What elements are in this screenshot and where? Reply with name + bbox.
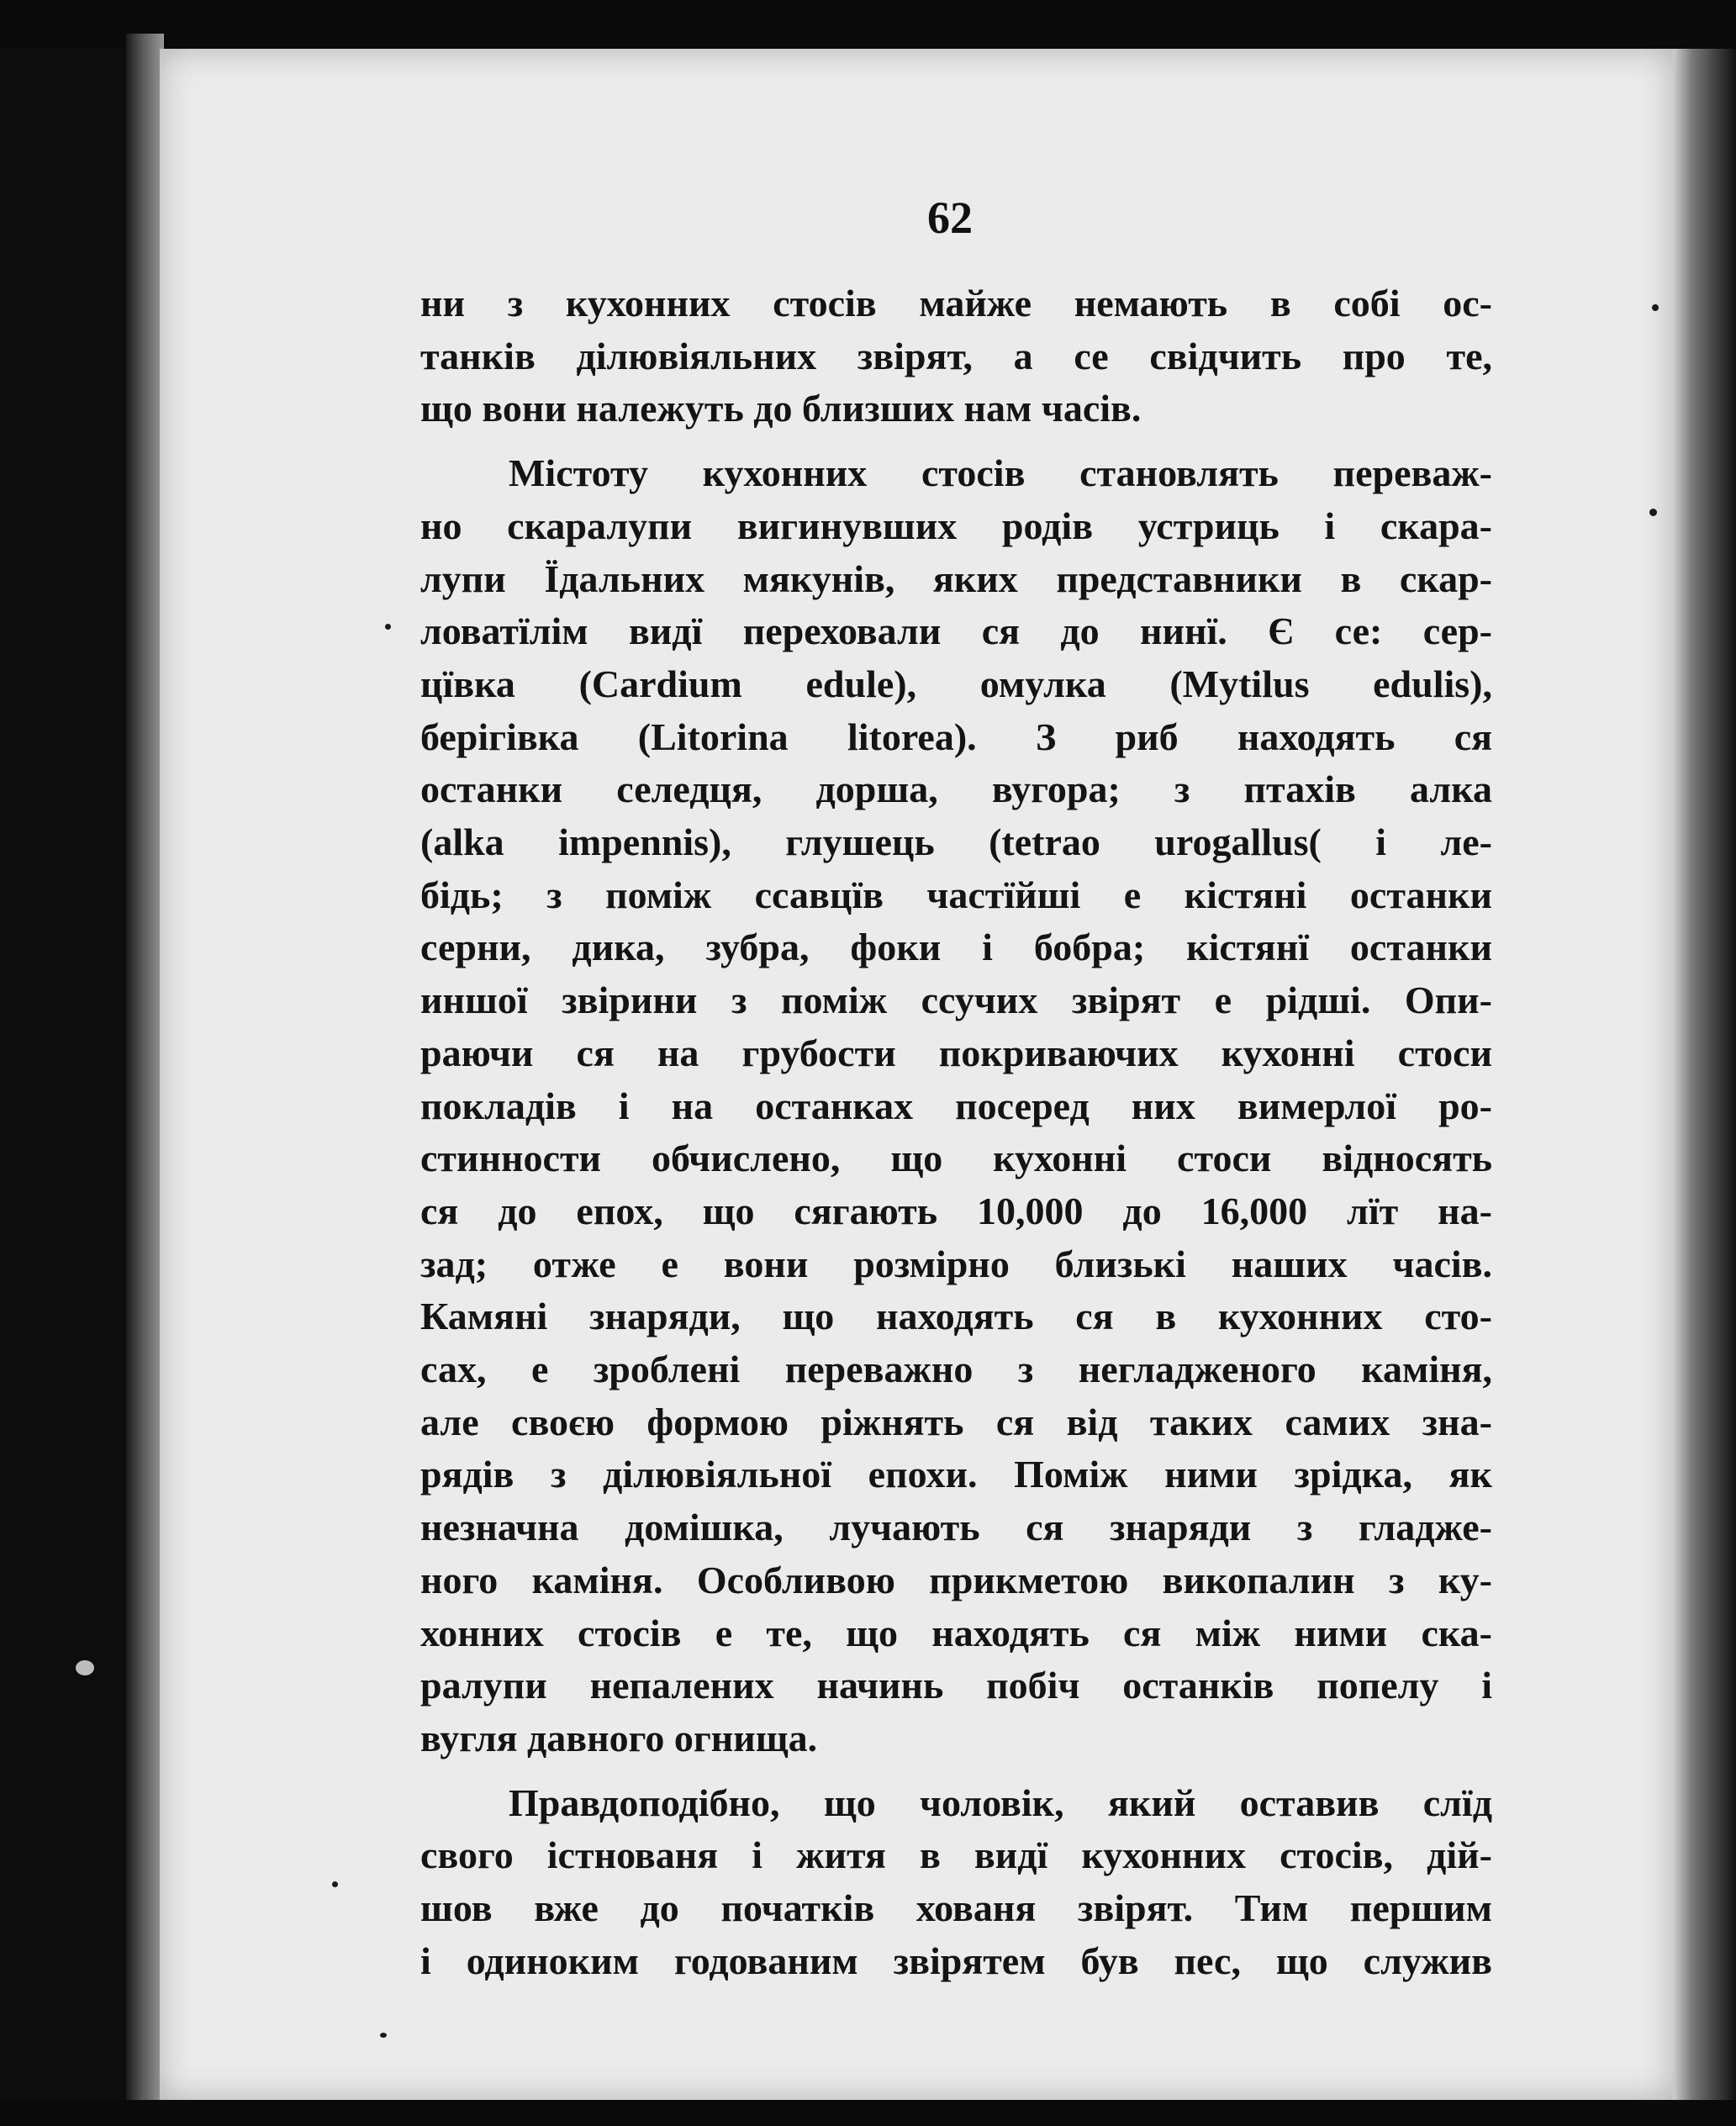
scan-border-top bbox=[0, 0, 1736, 49]
text-line: стинности обчислено, що кухонні стоси відносять bbox=[420, 1137, 1492, 1180]
text-line: вугля давного огнища. bbox=[420, 1716, 818, 1759]
text-line: ся до епох, що сягають 10,000 до 16,000 лїт на- bbox=[420, 1189, 1492, 1232]
text-line: останки селедця, дорша, вугора; з птахів алка bbox=[420, 768, 1492, 811]
scan-speck bbox=[385, 624, 391, 630]
text-line: Містоту кухонних стосів становлять переваж- bbox=[509, 451, 1492, 495]
text-line: сах, е зроблені переважно з негладженого каміня, bbox=[420, 1348, 1492, 1391]
text-line: цївка (Cardium edule), омулка (Mytilus edulis), bbox=[420, 662, 1492, 705]
page-number: 62 bbox=[927, 193, 973, 243]
text-line: раючи ся на грубости покриваючих кухонні стоси bbox=[420, 1031, 1492, 1074]
text-line: і одиноким годованим звірятем був пес, що служив bbox=[420, 1939, 1492, 1982]
text-line: що вони належуть до близших нам часів. bbox=[420, 387, 1142, 430]
text-line: ни з кухонних стосів майже немають в собі ос- bbox=[420, 282, 1492, 324]
text-line: лупи Їдальних мякунів, яких представники в скар- bbox=[420, 557, 1492, 600]
text-line: але своєю формою ріжнять ся від таких самих зна- bbox=[420, 1400, 1492, 1443]
text-line: покладів і на останках посеред них вимерлої ро- bbox=[420, 1084, 1492, 1127]
scan-speck bbox=[332, 1881, 338, 1887]
scan-speck bbox=[1652, 304, 1659, 311]
text-line: Правдоподібно, що чоловік, який оставив слїд bbox=[509, 1780, 1492, 1824]
text-line: ралупи непалених начинь побіч останків попелу і bbox=[420, 1664, 1492, 1707]
text-line: хонних стосів е те, що находять ся між ними ска- bbox=[420, 1611, 1492, 1654]
text-line: бідь; з поміж ссавцїв частїйші е кістяні останки bbox=[420, 873, 1492, 916]
text-line: шов вже до початків хованя звірят. Тим першим bbox=[420, 1886, 1492, 1930]
scan-speck bbox=[1649, 509, 1657, 516]
body-text bbox=[420, 277, 1492, 1988]
scan-speck bbox=[380, 2033, 387, 2038]
text-line: серни, дика, зубра, фоки і бобра; кістянї останки bbox=[420, 926, 1492, 969]
text-line: берігівка (Litorina litorea). З риб находять ся bbox=[420, 715, 1492, 758]
text-line: (alka impennis), глушець (tetrao urogallus( і ле- bbox=[420, 820, 1492, 864]
text-line: ловатїлім видї переховали ся до нинї. Є се: сер- bbox=[420, 609, 1492, 653]
scan-border-bottom bbox=[0, 2100, 1736, 2126]
scan-speck bbox=[76, 1660, 94, 1675]
text-line: танків ділювіяльних звірят, а се свідчить про те, bbox=[420, 334, 1492, 377]
text-line: незначна домішка, лучають ся знаряди з гладже- bbox=[420, 1506, 1492, 1549]
text-line: иншої звірини з поміж ссучих звірят е рідші. Опи- bbox=[420, 979, 1492, 1022]
text-line: зад; отже е вони розмірно близькі наших часів. bbox=[420, 1242, 1492, 1285]
text-line: свого істнованя і житя в видї кухонних стосів, дій- bbox=[420, 1833, 1492, 1877]
book-spine-right bbox=[1673, 49, 1736, 2100]
text-line: ного каміня. Особливою прикметою викопалин з ку- bbox=[420, 1558, 1492, 1601]
text-line: Камяні знаряди, що находять ся в кухонних сто- bbox=[420, 1295, 1492, 1338]
text-line: рядів з ділювіяльної епохи. Поміж ними зрідка, як bbox=[420, 1453, 1492, 1496]
book-edge-left bbox=[126, 34, 164, 2110]
text-line: но скаралупи вигинувших родів устриць і скара- bbox=[420, 504, 1492, 547]
